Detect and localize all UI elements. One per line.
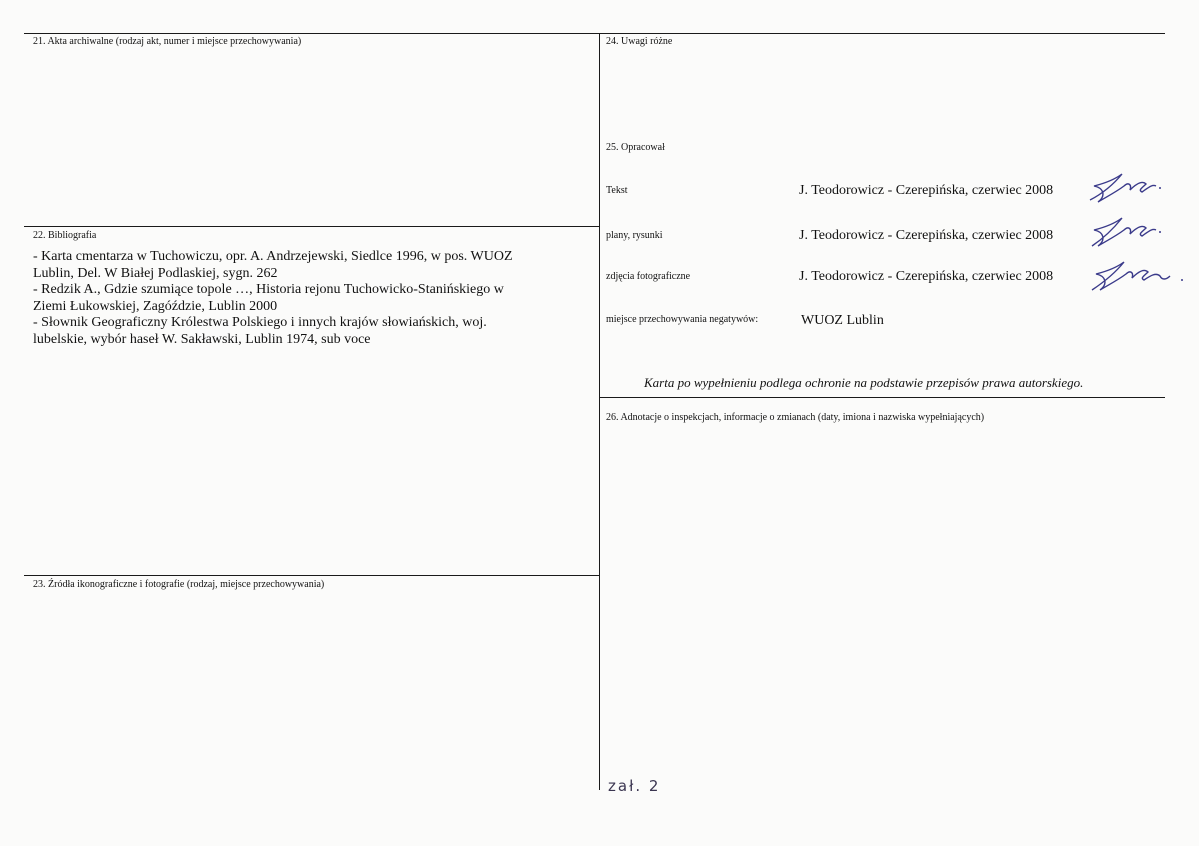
- signature-image: [1086, 254, 1186, 296]
- rule-22-23: [24, 575, 600, 576]
- bibliography-line: lubelskie, wybór haseł W. Sakławski, Lublin 1974, sub voce: [33, 331, 371, 347]
- row-label-plans: plany, rysunki: [606, 230, 663, 241]
- rule-21-22: [24, 226, 600, 227]
- row-value-photos: J. Teodorowicz - Czerepińska, czerwiec 2008: [799, 269, 1054, 284]
- rule-25-26: [599, 397, 1165, 398]
- section-24-label: 24. Uwagi różne: [606, 36, 673, 47]
- section-22-label: 22. Bibliografia: [33, 230, 97, 241]
- section-21-label: 21. Akta archiwalne (rodzaj akt, numer i miejsce przechowywania): [33, 36, 302, 47]
- copyright-note: Karta po wypełnieniu podlega ochronie na podstawie przepisów prawa autorskiego.: [644, 375, 1084, 390]
- row-label-photos: zdjęcia fotograficzne: [606, 271, 691, 282]
- bibliography-line: Lublin, Del. W Białej Podlaskiej, sygn. 262: [33, 265, 278, 281]
- signature-image: [1084, 210, 1164, 252]
- row-label-text: Tekst: [606, 185, 628, 196]
- section-26-label: 26. Adnotacje o inspekcjach, informacje o zmianach (daty, imiona i nazwiska wypełniających): [606, 412, 985, 423]
- handwritten-annotation: zał. 2: [608, 777, 661, 795]
- signature-image: [1084, 166, 1164, 208]
- row-label-negatives: miejsce przechowywania negatywów:: [606, 314, 759, 325]
- bibliography-list: [33, 249, 593, 348]
- column-divider: [599, 33, 600, 790]
- row-value-negatives: WUOZ Lublin: [801, 313, 884, 328]
- bibliography-line: - Karta cmentarza w Tuchowiczu, opr. A. Andrzejewski, Siedlce 1996, w pos. WUOZ: [33, 249, 513, 264]
- section-25-label: 25. Opracował: [606, 142, 665, 153]
- row-value-text: J. Teodorowicz - Czerepińska, czerwiec 2008: [799, 183, 1054, 198]
- section-23-label: 23. Źródła ikonograficzne i fotografie (rodzaj, miejsce przechowywania): [33, 579, 325, 590]
- row-value-plans: J. Teodorowicz - Czerepińska, czerwiec 2008: [799, 228, 1054, 243]
- bibliography-line: - Redzik A., Gdzie szumiące topole …, Historia rejonu Tuchowicko-Stanińskiego w: [33, 282, 504, 297]
- bibliography-line: Ziemi Łukowskiej, Zagóździe, Lublin 2000: [33, 298, 278, 314]
- top-rule: [24, 33, 1165, 34]
- bibliography-line: - Słownik Geograficzny Królestwa Polskiego i innych krajów słowiańskich, woj.: [33, 315, 487, 330]
